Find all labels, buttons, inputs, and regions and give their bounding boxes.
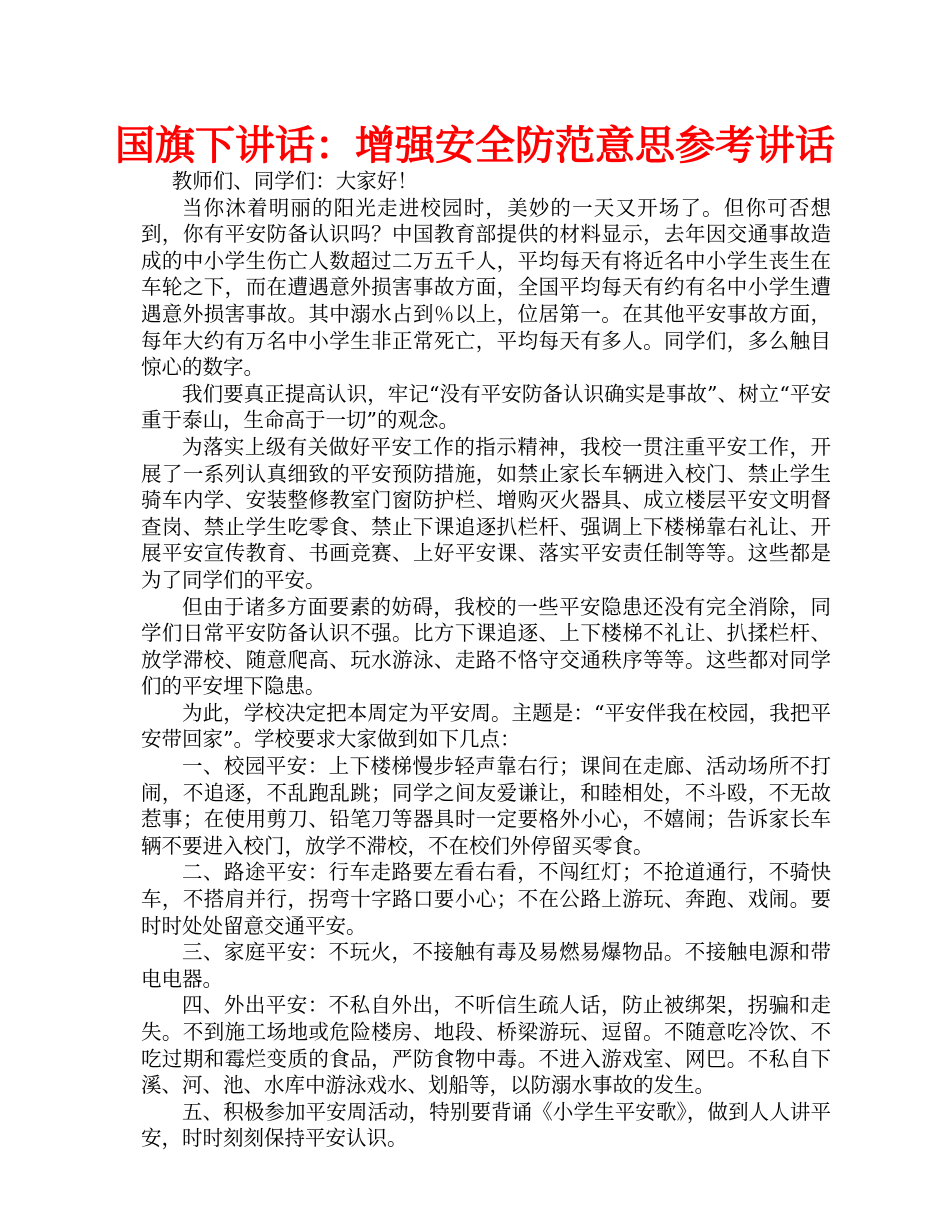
paragraph: 但由于诸多方面要素的妨碍，我校的一些平安隐患还没有完全消除，同学们日常平安防备认识不强。比方下课追逐、上下楼梯不礼让、扒揉栏杆、放学滞校、随意爬高、玩水游泳、走路不恪守交通秩序等等。这些都对同学们的平安埋下隐患。 — [141, 594, 831, 699]
paragraph: 当你沐着明丽的阳光走进校园时，美妙的一天又开场了。但你可否想到，你有平安防备认识吗？中国教育部提供的材料显示，去年因交通事故造成的中小学生伤亡人数超过二万五千人，平均每天有将近名中小学生丧生在车轮之下，而在遭遇意外损害事故方面，全国平均每天有约有名中小学生遭遇意外损害事故。其中溺水占到％以上，位居第一。在其他平安事故方面，每年大约有万名中小学生非正常死亡，平均每天有多人。同学们，多么触目惊心的数字。 — [141, 195, 831, 380]
paragraph: 五、积极参加平安周活动，特别要背诵《小学生平安歌》，做到人人讲平安，时时刻刻保持平安认识。 — [141, 1099, 831, 1151]
paragraph: 三、家庭平安：不玩火，不接触有毒及易燃易爆物品。不接触电源和带电电器。 — [141, 940, 831, 991]
paragraph: 为此，学校决定把本周定为平安周。主题是：“平安伴我在校园，我把平安带回家”。学校要求大家做到如下几点： — [141, 700, 831, 752]
paragraph: 四、外出平安：不私自外出，不听信生疏人话，防止被绑架，拐骗和走失。不到施工场地或危险楼房、地段、桥梁游玩、逗留。不随意吃冷饮、不吃过期和霉烂变质的食品，严防食物中毒。不进入游戏室、网巴。不私自下溪、河、池、水库中游泳戏水、划船等，以防溺水事故的发生。 — [141, 993, 831, 1098]
paragraph: 我们要真正提高认识，牢记“没有平安防备认识确实是事故”、树立“平安重于泰山，生命高于一切”的观念。 — [141, 381, 831, 433]
paragraph: 二、路途平安：行车走路要左看右看，不闯红灯；不抢道通行，不骑快车，不搭肩并行，拐弯十字路口要小心；不在公路上游玩、奔跑、戏闹。要时时处处留意交通平安。 — [141, 860, 831, 938]
document-body — [141, 168, 831, 1152]
greeting-paragraph: 教师们、同学们：大家好！ — [171, 169, 418, 193]
paragraph: 为落实上级有关做好平安工作的指示精神，我校一贯注重平安工作，开展了一系列认真细致的平安预防措施，如禁止家长车辆进入校门、禁止学生骑车内学、安装整修教室门窗防护栏、增购灭火器具、成立楼层平安文明督查岗、禁止学生吃零食、禁止下课追逐扒栏杆、强调上下楼梯靠右礼让、开展平安宣传教育、书画竞赛、上好平安课、落实平安责任制等等。这些都是为了同学们的平安。 — [141, 434, 831, 592]
document-title: 国旗下讲话：增强安全防范意思参考讲话 — [115, 123, 835, 169]
paragraph: 一、校园平安：上下楼梯慢步轻声靠右行；课间在走廊、活动场所不打闹，不追逐，不乱跑乱跳；同学之间友爱谦让，和睦相处，不斗殴，不无故惹事；在使用剪刀、铅笔刀等器具时一定要格外小心，不嬉闹；告诉家长车辆不要进入校门，放学不滞校，不在校们外停留买零食。 — [141, 754, 831, 858]
